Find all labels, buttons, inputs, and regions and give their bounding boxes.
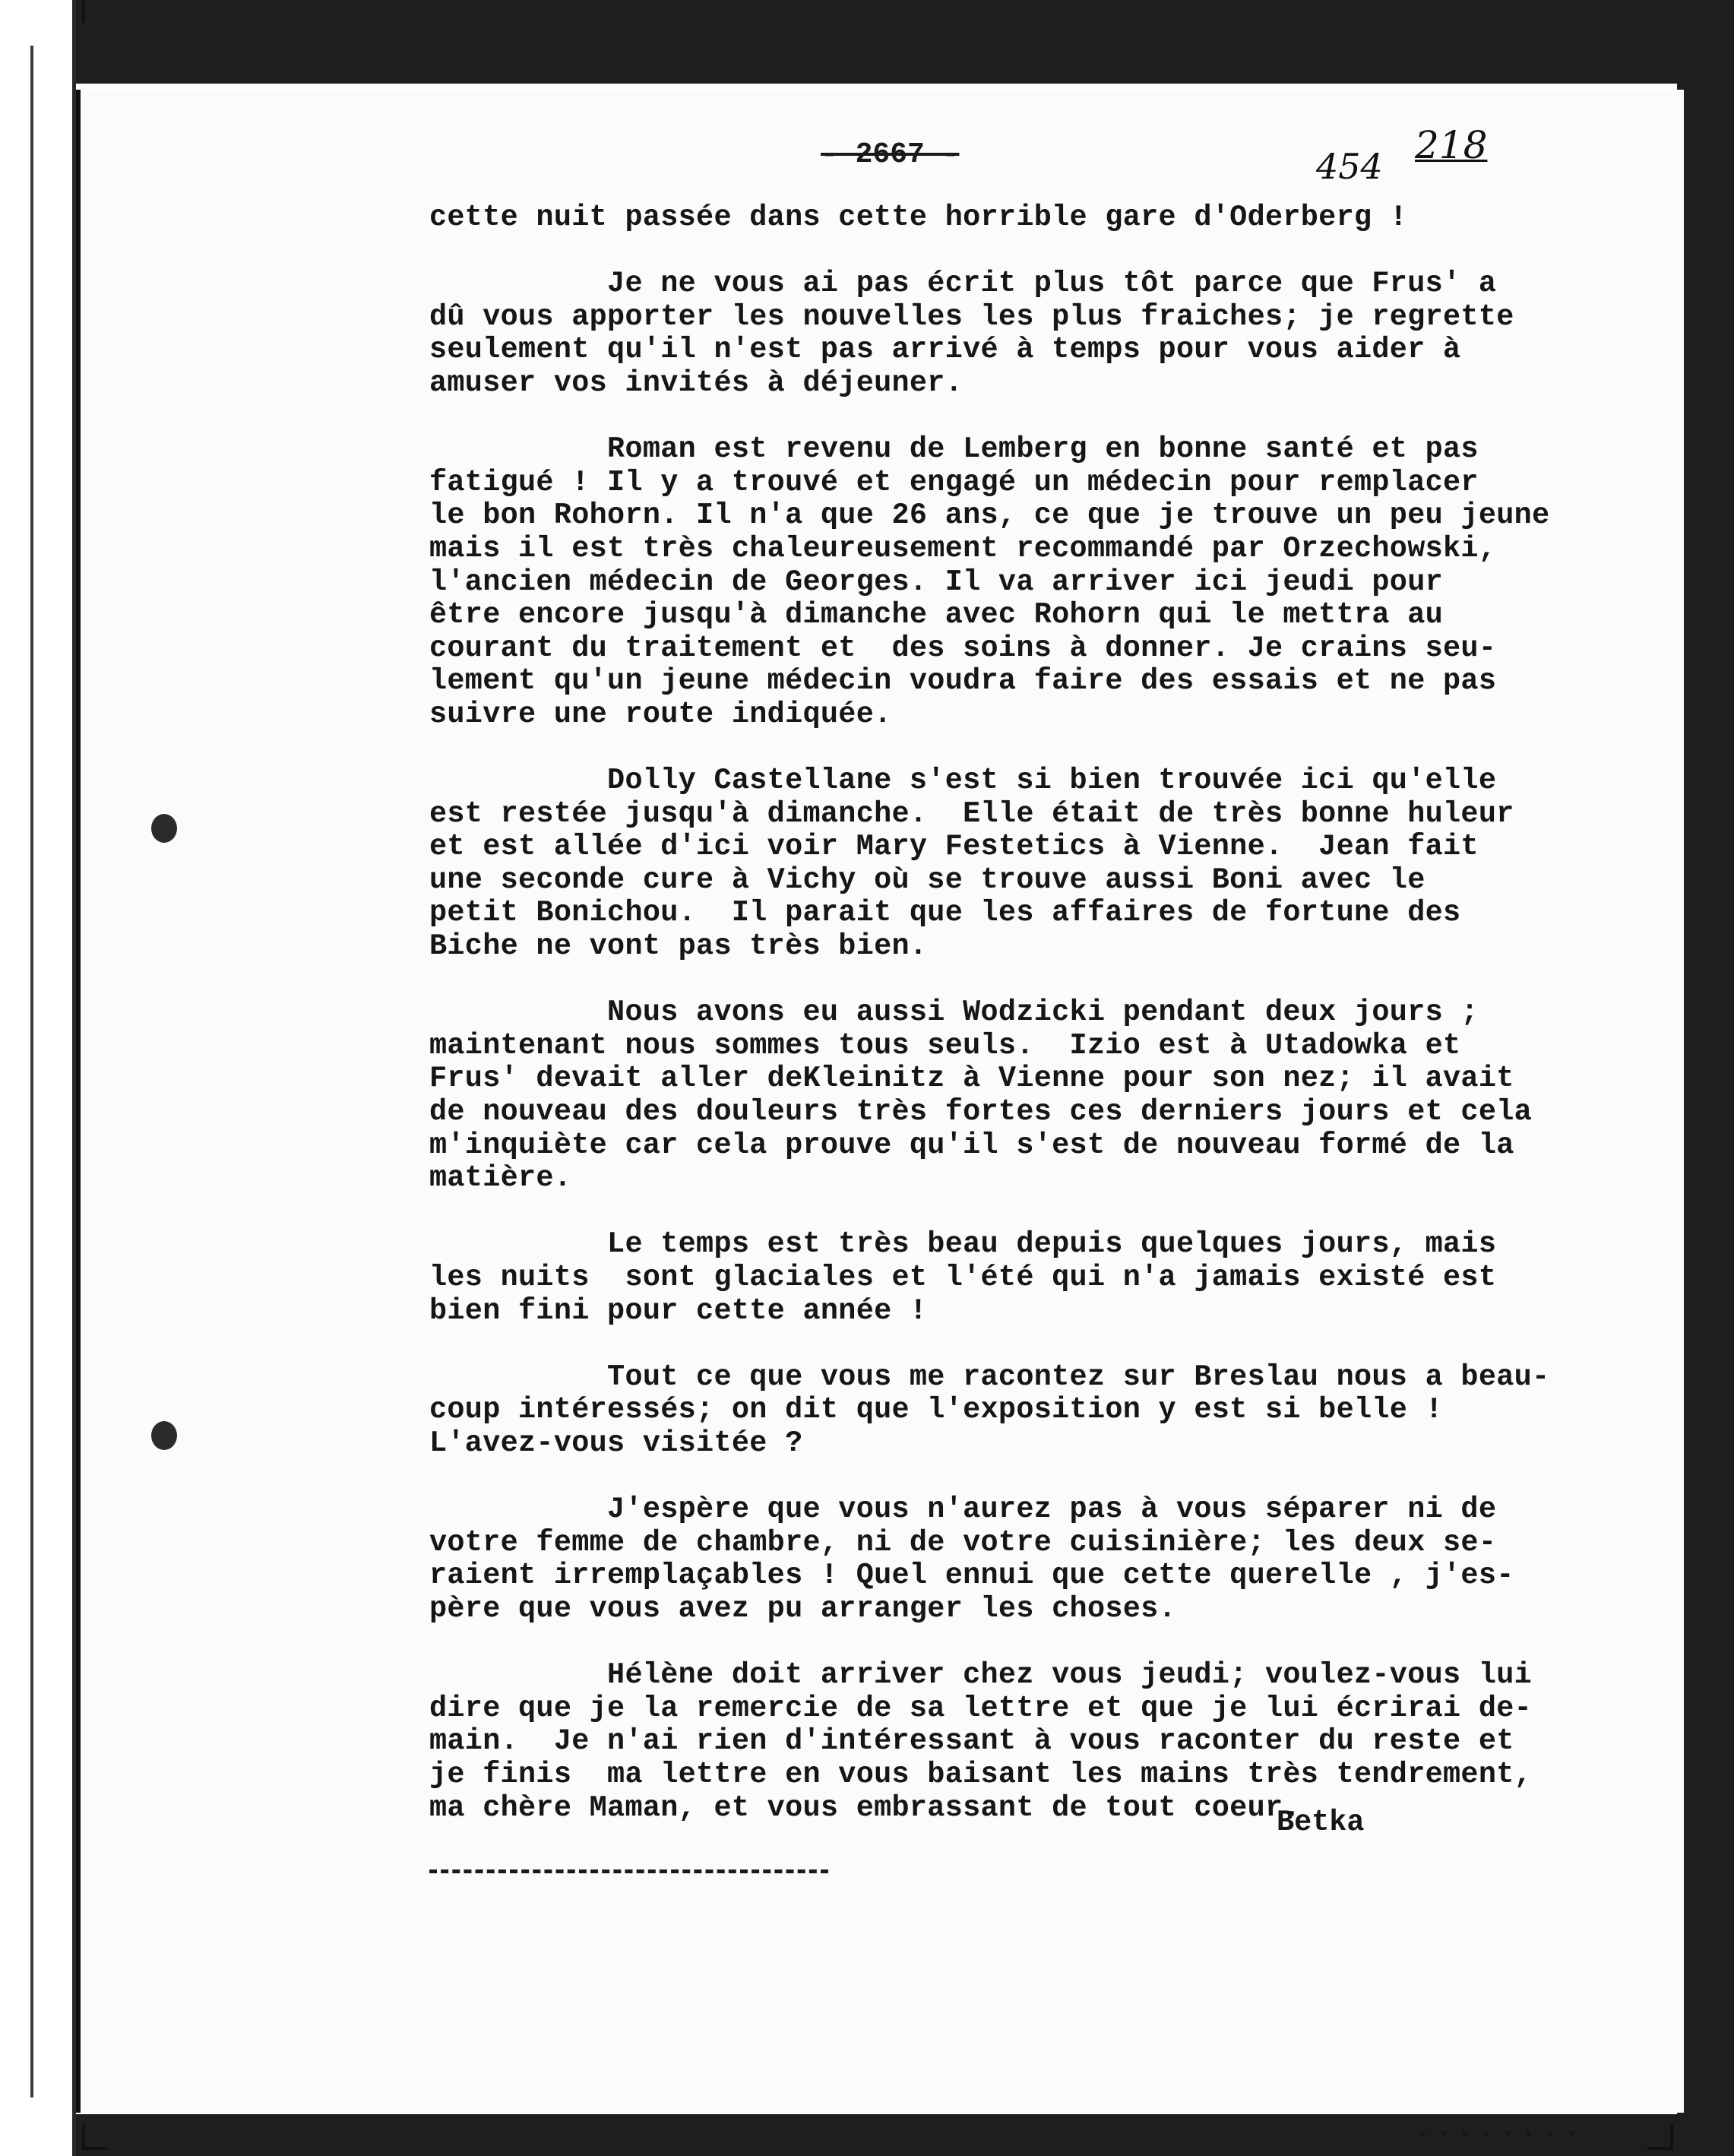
text-line: Nous avons eu aussi Wodzicki pendant deux jours ; <box>429 996 1479 1030</box>
text-line: matière. <box>429 1161 572 1195</box>
paragraph-gap <box>429 400 1615 434</box>
text-line: l'ancien médecin de Georges. Il va arriver ici jeudi pour <box>429 565 1444 599</box>
paragraph-gap <box>429 1626 1615 1660</box>
continuation-marks: ........ <box>1413 2111 1584 2145</box>
paragraph-gap <box>429 235 1615 268</box>
text-line: Hélène doit arriver chez vous jeudi; voulez-vous lui <box>429 1658 1533 1692</box>
punch-hole <box>151 1421 177 1450</box>
text-line: coup intéressés; on dit que l'exposition y est si belle ! <box>429 1393 1444 1427</box>
text-line: maintenant nous sommes tous seuls. Izio est à Utadowka et <box>429 1028 1461 1062</box>
text-line: J'espère que vous n'aurez pas à vous séparer ni de <box>429 1493 1497 1527</box>
text-line: Dolly Castellane s'est si bien trouvée ici qu'elle <box>429 764 1497 798</box>
text-line: votre femme de chambre, ni de votre cuisinière; les deux se- <box>429 1525 1497 1559</box>
punch-hole <box>151 814 177 843</box>
text-line: m'inquiète car cela prouve qu'il s'est de nouveau formé de la <box>429 1128 1514 1162</box>
text-line: bien fini pour cette année ! <box>429 1293 928 1328</box>
crop-mark-top-left <box>82 0 108 23</box>
text-line: le bon Rohorn. Il n'a que 26 ans, ce que je trouve un peu jeune <box>429 499 1550 533</box>
paragraph-gap <box>429 1195 1615 1229</box>
text-line: une seconde cure à Vichy où se trouve aussi Boni avec le <box>429 863 1425 897</box>
paragraph-gap <box>429 964 1615 997</box>
page-number: - 2667 - <box>821 138 960 171</box>
text-line: je finis ma lettre en vous baisant les mains très tendrement, <box>429 1757 1533 1791</box>
left-binding-margin <box>0 0 76 2156</box>
text-line: être encore jusqu'à dimanche avec Rohorn qui le mettra au <box>429 598 1444 632</box>
text-line: Biche ne vont pas très bien. <box>429 929 928 964</box>
text-line: cette nuit passée dans cette horrible gare d'Oderberg ! <box>429 201 1408 234</box>
text-line: père que vous avez pu arranger les choses. <box>429 1591 1176 1626</box>
text-line: amuser vos invités à déjeuner. <box>429 366 964 400</box>
text-line: ma chère Maman, et vous embrassant de tout coeur. <box>429 1790 1301 1825</box>
text-line: de nouveau des douleurs très fortes ces derniers jours et cela <box>429 1095 1533 1129</box>
text-line: dû vous apporter les nouvelles les plus fraiches; je regrette <box>429 299 1514 334</box>
letter-body <box>429 201 1615 1825</box>
signature: Betka <box>1277 1806 1365 1839</box>
handwritten-folio-number: 454 <box>1316 146 1383 187</box>
crop-mark-bottom-left <box>82 2124 108 2150</box>
paragraph-gap <box>429 732 1615 765</box>
text-line: main. Je n'ai rien d'intéressant à vous raconter du reste et <box>429 1724 1514 1759</box>
text-line: L'avez-vous visitée ? <box>429 1426 803 1460</box>
text-line: petit Bonichou. Il parait que les affaires de fortune des <box>429 896 1461 930</box>
text-line: mais il est très chaleureusement recommandé par Orzechowski, <box>429 531 1497 565</box>
handwritten-folio-number: 218 <box>1415 123 1488 167</box>
text-line: Tout ce que vous me racontez sur Breslau nous a beau- <box>429 1360 1550 1394</box>
text-line: dire que je la remercie de sa lettre et que je lui écrirai de- <box>429 1691 1533 1725</box>
text-line: courant du traitement et des soins à donner. Je crains seu- <box>429 631 1497 665</box>
paragraph-gap <box>429 1328 1615 1361</box>
text-line: lement qu'un jeune médecin voudra faire des essais et ne pas <box>429 664 1497 698</box>
scanner-top-edge <box>72 0 1734 84</box>
text-line: Roman est revenu de Lemberg en bonne santé et pas <box>429 432 1479 467</box>
text-line: fatigué ! Il y a trouvé et engagé un médecin pour remplacer <box>429 465 1479 499</box>
crop-mark-bottom-right <box>1647 2124 1673 2150</box>
paragraph-gap <box>429 1461 1615 1494</box>
text-line: et est allée d'ici voir Mary Festetics à Vienne. Jean fait <box>429 830 1479 864</box>
text-line: est restée jusqu'à dimanche. Elle était de très bonne huleur <box>429 796 1514 831</box>
scanner-right-edge <box>1677 0 1734 2156</box>
text-line: les nuits sont glaciales et l'été qui n'a jamais existé est <box>429 1261 1497 1294</box>
text-line: seulement qu'il n'est pas arrivé à temps pour vous aider à <box>429 333 1461 367</box>
text-line: Je ne vous ai pas écrit plus tôt parce que Frus' a <box>429 267 1497 301</box>
text-line: Frus' devait aller deKleinitz à Vienne pour son nez; il avait <box>429 1062 1514 1096</box>
text-line: suivre une route indiquée. <box>429 697 892 731</box>
text-line: raient irremplaçables ! Quel ennui que cette querelle , j'es- <box>429 1559 1514 1593</box>
binding-rail <box>30 46 33 2097</box>
separator-rule <box>429 1869 828 1873</box>
text-line: Le temps est très beau depuis quelques jours, mais <box>429 1227 1497 1262</box>
